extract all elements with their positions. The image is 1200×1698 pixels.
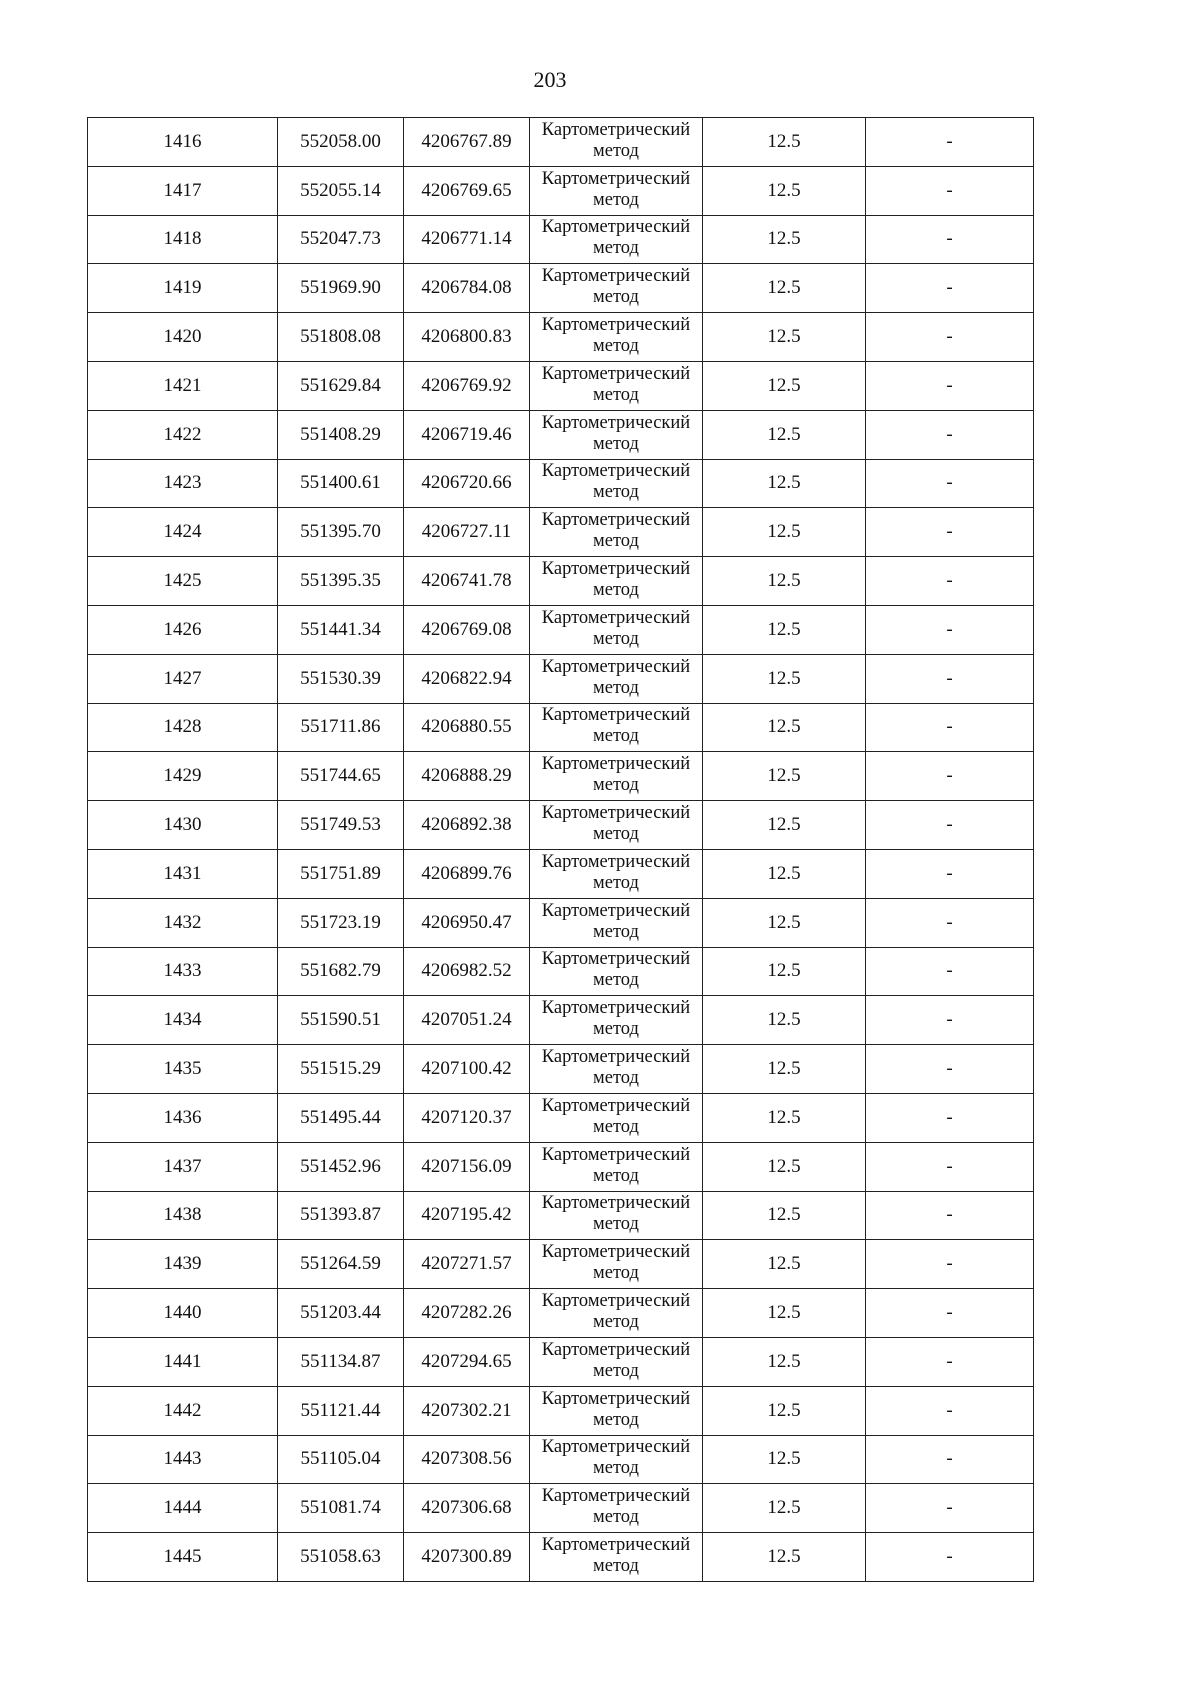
x-coordinate-cell: 551105.04: [278, 1435, 404, 1484]
table-row: [88, 1533, 1034, 1582]
description-cell: -: [866, 947, 1034, 996]
method-cell: [530, 361, 703, 410]
method-line-1: Картометрический: [541, 949, 691, 970]
method-line-2: метод: [593, 1312, 639, 1333]
table-row: [88, 1289, 1034, 1338]
x-coordinate-cell: 551808.08: [278, 313, 404, 362]
method-line-2: метод: [593, 1116, 639, 1137]
y-coordinate-cell: 4207300.89: [404, 1533, 530, 1582]
y-coordinate-cell: 4206741.78: [404, 557, 530, 606]
method-line-1: Картометрический: [541, 1535, 691, 1555]
method-line-2: метод: [593, 726, 639, 747]
point-number-cell: 1434: [88, 996, 278, 1045]
method-line-2: метод: [593, 872, 639, 893]
method-line-1: Картометрический: [541, 1339, 691, 1360]
description-cell: -: [866, 703, 1034, 752]
method-line-2: метод: [593, 336, 639, 357]
method-line-2: метод: [593, 970, 639, 991]
x-coordinate-cell: 551203.44: [278, 1289, 404, 1338]
description-cell: -: [866, 996, 1034, 1045]
method-line-2: метод: [593, 1556, 639, 1576]
method-line-1: Картометрический: [541, 1291, 691, 1312]
point-number-cell: 1445: [88, 1533, 278, 1582]
method-line-1: Картометрический: [541, 1388, 691, 1409]
y-coordinate-cell: 4207294.65: [404, 1337, 530, 1386]
point-number-cell: 1428: [88, 703, 278, 752]
accuracy-cell: 12.5: [703, 1142, 866, 1191]
table-row: [88, 1337, 1034, 1386]
point-number-cell: 1429: [88, 752, 278, 801]
x-coordinate-cell: 551751.89: [278, 849, 404, 898]
method-line-1: Картометрический: [541, 168, 691, 189]
accuracy-cell: 12.5: [703, 1386, 866, 1435]
method-line-1: Картометрический: [541, 559, 691, 580]
x-coordinate-cell: 551682.79: [278, 947, 404, 996]
x-coordinate-cell: 551395.70: [278, 508, 404, 557]
table-row: [88, 215, 1034, 264]
method-line-1: Картометрический: [541, 461, 691, 482]
x-coordinate-cell: 551515.29: [278, 1045, 404, 1094]
method-line-1: Картометрический: [541, 803, 691, 824]
x-coordinate-cell: 552055.14: [278, 166, 404, 215]
x-coordinate-cell: 551629.84: [278, 361, 404, 410]
description-cell: -: [866, 361, 1034, 410]
table-row: [88, 264, 1034, 313]
description-cell: -: [866, 264, 1034, 313]
point-number-cell: 1424: [88, 508, 278, 557]
point-number-cell: 1442: [88, 1386, 278, 1435]
y-coordinate-cell: 4206727.11: [404, 508, 530, 557]
x-coordinate-cell: 551969.90: [278, 264, 404, 313]
y-coordinate-cell: 4207156.09: [404, 1142, 530, 1191]
method-line-2: метод: [593, 1068, 639, 1089]
point-number-cell: 1425: [88, 557, 278, 606]
method-line-2: метод: [593, 1360, 639, 1381]
y-coordinate-cell: 4207302.21: [404, 1386, 530, 1435]
accuracy-cell: 12.5: [703, 947, 866, 996]
x-coordinate-cell: 551744.65: [278, 752, 404, 801]
y-coordinate-cell: 4207282.26: [404, 1289, 530, 1338]
table-row: [88, 1191, 1034, 1240]
point-number-cell: 1427: [88, 654, 278, 703]
point-number-cell: 1443: [88, 1435, 278, 1484]
x-coordinate-cell: 551395.35: [278, 557, 404, 606]
method-line-1: Картометрический: [541, 998, 691, 1019]
accuracy-cell: 12.5: [703, 118, 866, 167]
method-line-1: Картометрический: [541, 510, 691, 531]
description-cell: -: [866, 410, 1034, 459]
accuracy-cell: 12.5: [703, 557, 866, 606]
table-row: [88, 1093, 1034, 1142]
method-line-2: метод: [593, 1214, 639, 1235]
description-cell: -: [866, 508, 1034, 557]
method-line-1: Картометрический: [541, 315, 691, 336]
method-cell: [530, 898, 703, 947]
method-cell: [530, 1337, 703, 1386]
accuracy-cell: 12.5: [703, 849, 866, 898]
method-line-2: метод: [593, 140, 639, 161]
method-cell: [530, 1435, 703, 1484]
method-cell: [530, 215, 703, 264]
method-line-2: метод: [593, 189, 639, 210]
table-row: [88, 459, 1034, 508]
accuracy-cell: 12.5: [703, 801, 866, 850]
method-line-2: метод: [593, 287, 639, 308]
y-coordinate-cell: 4207308.56: [404, 1435, 530, 1484]
table-row: [88, 118, 1034, 167]
method-line-2: метод: [593, 628, 639, 649]
y-coordinate-cell: 4206769.92: [404, 361, 530, 410]
y-coordinate-cell: 4207120.37: [404, 1093, 530, 1142]
method-line-2: метод: [593, 1019, 639, 1040]
table-row: [88, 1435, 1034, 1484]
description-cell: -: [866, 1484, 1034, 1533]
method-cell: [530, 1093, 703, 1142]
point-number-cell: 1418: [88, 215, 278, 264]
description-cell: -: [866, 654, 1034, 703]
y-coordinate-cell: 4206982.52: [404, 947, 530, 996]
accuracy-cell: 12.5: [703, 264, 866, 313]
y-coordinate-cell: 4206767.89: [404, 118, 530, 167]
point-number-cell: 1444: [88, 1484, 278, 1533]
point-number-cell: 1436: [88, 1093, 278, 1142]
y-coordinate-cell: 4207271.57: [404, 1240, 530, 1289]
method-cell: [530, 166, 703, 215]
accuracy-cell: 12.5: [703, 215, 866, 264]
point-number-cell: 1423: [88, 459, 278, 508]
accuracy-cell: 12.5: [703, 1045, 866, 1094]
y-coordinate-cell: 4206880.55: [404, 703, 530, 752]
method-line-1: Картометрический: [541, 900, 691, 921]
description-cell: -: [866, 1093, 1034, 1142]
method-line-2: метод: [593, 531, 639, 552]
method-cell: [530, 1142, 703, 1191]
point-number-cell: 1417: [88, 166, 278, 215]
description-cell: -: [866, 1289, 1034, 1338]
table-row: [88, 849, 1034, 898]
point-number-cell: 1421: [88, 361, 278, 410]
method-cell: [530, 459, 703, 508]
x-coordinate-cell: 551081.74: [278, 1484, 404, 1533]
table-row: [88, 996, 1034, 1045]
accuracy-cell: 12.5: [703, 996, 866, 1045]
y-coordinate-cell: 4206771.14: [404, 215, 530, 264]
description-cell: -: [866, 1142, 1034, 1191]
method-line-1: Картометрический: [541, 754, 691, 775]
x-coordinate-cell: 551408.29: [278, 410, 404, 459]
accuracy-cell: 12.5: [703, 1533, 866, 1582]
description-cell: -: [866, 459, 1034, 508]
table-row: [88, 1386, 1034, 1435]
method-line-1: Картометрический: [541, 1193, 691, 1214]
x-coordinate-cell: 551723.19: [278, 898, 404, 947]
y-coordinate-cell: 4206720.66: [404, 459, 530, 508]
y-coordinate-cell: 4206950.47: [404, 898, 530, 947]
y-coordinate-cell: 4206784.08: [404, 264, 530, 313]
description-cell: -: [866, 166, 1034, 215]
point-number-cell: 1432: [88, 898, 278, 947]
accuracy-cell: 12.5: [703, 605, 866, 654]
table-row: [88, 898, 1034, 947]
accuracy-cell: 12.5: [703, 1337, 866, 1386]
method-cell: [530, 849, 703, 898]
point-number-cell: 1433: [88, 947, 278, 996]
method-line-1: Картометрический: [541, 1486, 691, 1507]
description-cell: -: [866, 1240, 1034, 1289]
point-number-cell: 1430: [88, 801, 278, 850]
table-row: [88, 166, 1034, 215]
x-coordinate-cell: 551441.34: [278, 605, 404, 654]
method-cell: [530, 313, 703, 362]
y-coordinate-cell: 4207195.42: [404, 1191, 530, 1240]
accuracy-cell: 12.5: [703, 361, 866, 410]
x-coordinate-cell: 552058.00: [278, 118, 404, 167]
description-cell: -: [866, 849, 1034, 898]
x-coordinate-cell: 551121.44: [278, 1386, 404, 1435]
point-number-cell: 1422: [88, 410, 278, 459]
method-line-2: метод: [593, 482, 639, 503]
description-cell: -: [866, 313, 1034, 362]
table-row: [88, 1045, 1034, 1094]
method-line-1: Картометрический: [541, 412, 691, 433]
accuracy-cell: 12.5: [703, 410, 866, 459]
method-line-2: метод: [593, 433, 639, 454]
description-cell: -: [866, 1435, 1034, 1484]
point-number-cell: 1416: [88, 118, 278, 167]
point-number-cell: 1441: [88, 1337, 278, 1386]
description-cell: -: [866, 1533, 1034, 1582]
method-line-2: метод: [593, 580, 639, 601]
method-line-2: метод: [593, 1263, 639, 1284]
point-number-cell: 1419: [88, 264, 278, 313]
point-number-cell: 1439: [88, 1240, 278, 1289]
table-row: [88, 410, 1034, 459]
method-line-2: метод: [593, 1165, 639, 1186]
table-row: [88, 508, 1034, 557]
method-line-2: метод: [593, 775, 639, 796]
method-cell: [530, 1045, 703, 1094]
point-number-cell: 1426: [88, 605, 278, 654]
method-line-1: Картометрический: [541, 217, 691, 238]
description-cell: -: [866, 801, 1034, 850]
table-row: [88, 1240, 1034, 1289]
description-cell: -: [866, 215, 1034, 264]
y-coordinate-cell: 4206888.29: [404, 752, 530, 801]
y-coordinate-cell: 4207100.42: [404, 1045, 530, 1094]
description-cell: -: [866, 118, 1034, 167]
method-line-1: Картометрический: [541, 1242, 691, 1263]
method-cell: [530, 703, 703, 752]
y-coordinate-cell: 4206800.83: [404, 313, 530, 362]
table-row: [88, 557, 1034, 606]
method-line-1: Картометрический: [541, 1047, 691, 1068]
method-line-1: Картометрический: [541, 705, 691, 726]
method-cell: [530, 1386, 703, 1435]
table-row: [88, 1142, 1034, 1191]
method-cell: [530, 1484, 703, 1533]
accuracy-cell: 12.5: [703, 1484, 866, 1533]
method-line-2: метод: [593, 677, 639, 698]
point-number-cell: 1431: [88, 849, 278, 898]
method-line-1: Картометрический: [541, 266, 691, 287]
accuracy-cell: 12.5: [703, 898, 866, 947]
accuracy-cell: 12.5: [703, 1435, 866, 1484]
table-row: [88, 1484, 1034, 1533]
point-number-cell: 1435: [88, 1045, 278, 1094]
table-row: [88, 361, 1034, 410]
table-row: [88, 313, 1034, 362]
method-cell: [530, 264, 703, 313]
method-line-2: метод: [593, 1458, 639, 1479]
method-line-2: метод: [593, 238, 639, 259]
x-coordinate-cell: 551495.44: [278, 1093, 404, 1142]
method-cell: [530, 947, 703, 996]
method-line-1: Картометрический: [541, 1144, 691, 1165]
y-coordinate-cell: 4207051.24: [404, 996, 530, 1045]
accuracy-cell: 12.5: [703, 1191, 866, 1240]
table-body: [88, 118, 1034, 1582]
method-cell: [530, 1240, 703, 1289]
accuracy-cell: 12.5: [703, 1093, 866, 1142]
description-cell: -: [866, 1386, 1034, 1435]
point-number-cell: 1420: [88, 313, 278, 362]
x-coordinate-cell: 551058.63: [278, 1533, 404, 1582]
point-number-cell: 1437: [88, 1142, 278, 1191]
method-line-1: Картометрический: [541, 851, 691, 872]
method-cell: [530, 557, 703, 606]
y-coordinate-cell: 4206899.76: [404, 849, 530, 898]
accuracy-cell: 12.5: [703, 508, 866, 557]
method-cell: [530, 752, 703, 801]
table-row: [88, 605, 1034, 654]
page-number: 203: [533, 67, 567, 92]
x-coordinate-cell: 551530.39: [278, 654, 404, 703]
x-coordinate-cell: 551393.87: [278, 1191, 404, 1240]
description-cell: -: [866, 605, 1034, 654]
method-cell: [530, 410, 703, 459]
coordinates-table: [87, 117, 1034, 1582]
method-cell: [530, 1191, 703, 1240]
table-row: [88, 947, 1034, 996]
table-row: [88, 752, 1034, 801]
description-cell: -: [866, 1045, 1034, 1094]
y-coordinate-cell: 4206822.94: [404, 654, 530, 703]
accuracy-cell: 12.5: [703, 313, 866, 362]
method-cell: [530, 801, 703, 850]
method-line-1: Картометрический: [541, 363, 691, 384]
table-row: [88, 801, 1034, 850]
method-line-2: метод: [593, 1507, 639, 1528]
x-coordinate-cell: 551711.86: [278, 703, 404, 752]
method-line-2: метод: [593, 824, 639, 845]
x-coordinate-cell: 551134.87: [278, 1337, 404, 1386]
accuracy-cell: 12.5: [703, 459, 866, 508]
description-cell: -: [866, 898, 1034, 947]
method-line-2: метод: [593, 384, 639, 405]
method-line-2: метод: [593, 921, 639, 942]
method-cell: [530, 996, 703, 1045]
y-coordinate-cell: 4207306.68: [404, 1484, 530, 1533]
x-coordinate-cell: 552047.73: [278, 215, 404, 264]
x-coordinate-cell: 551452.96: [278, 1142, 404, 1191]
description-cell: -: [866, 1191, 1034, 1240]
point-number-cell: 1438: [88, 1191, 278, 1240]
method-line-2: метод: [593, 1409, 639, 1430]
accuracy-cell: 12.5: [703, 703, 866, 752]
description-cell: -: [866, 1337, 1034, 1386]
accuracy-cell: 12.5: [703, 654, 866, 703]
method-line-1: Картометрический: [541, 607, 691, 628]
x-coordinate-cell: 551590.51: [278, 996, 404, 1045]
method-cell: [530, 605, 703, 654]
description-cell: -: [866, 557, 1034, 606]
y-coordinate-cell: 4206769.08: [404, 605, 530, 654]
x-coordinate-cell: 551264.59: [278, 1240, 404, 1289]
table-row: [88, 654, 1034, 703]
y-coordinate-cell: 4206892.38: [404, 801, 530, 850]
x-coordinate-cell: 551400.61: [278, 459, 404, 508]
accuracy-cell: 12.5: [703, 1240, 866, 1289]
method-line-1: Картометрический: [541, 119, 691, 140]
accuracy-cell: 12.5: [703, 752, 866, 801]
method-cell: [530, 1533, 703, 1582]
y-coordinate-cell: 4206769.65: [404, 166, 530, 215]
x-coordinate-cell: 551749.53: [278, 801, 404, 850]
description-cell: -: [866, 752, 1034, 801]
accuracy-cell: 12.5: [703, 166, 866, 215]
method-line-1: Картометрический: [541, 1095, 691, 1116]
method-line-1: Картометрический: [541, 1437, 691, 1458]
accuracy-cell: 12.5: [703, 1289, 866, 1338]
method-cell: [530, 118, 703, 167]
y-coordinate-cell: 4206719.46: [404, 410, 530, 459]
table-row: [88, 703, 1034, 752]
method-cell: [530, 654, 703, 703]
point-number-cell: 1440: [88, 1289, 278, 1338]
method-line-1: Картометрический: [541, 656, 691, 677]
method-cell: [530, 508, 703, 557]
method-cell: [530, 1289, 703, 1338]
